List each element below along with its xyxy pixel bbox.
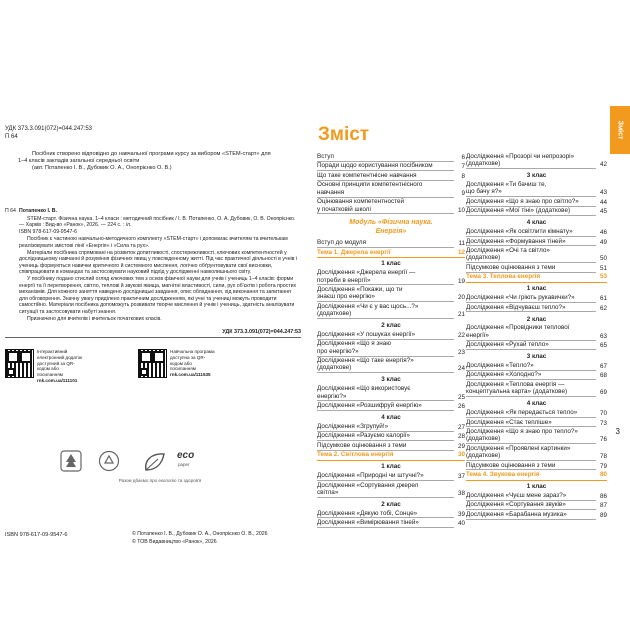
- isbn: ISBN 978-617-09-9547-6: [5, 532, 68, 538]
- toc-entry[interactable]: [466, 371, 607, 380]
- toc-entry[interactable]: [466, 511, 607, 520]
- toc-entry-label: Дослідження «Згрупуй!»: [317, 423, 454, 432]
- toc-entry-label: Підсумкове оцінювання з теми: [466, 462, 596, 471]
- toc-entry-label: Дослідження «Відчуваєш тепло?»: [466, 304, 596, 313]
- program-authors: (авт. Потапенко І. В., Дубовик О. А., Онопрієнко О. В.): [32, 165, 172, 171]
- eco-logos: [40, 448, 270, 488]
- toc-page-number: 38: [457, 489, 465, 497]
- contents-page: [308, 0, 630, 630]
- toc-page-number: 70: [599, 410, 607, 418]
- toc-page-number: 53: [599, 273, 607, 281]
- program-note-text: Посібник створено відповідно до навчальної програми курсу за вибором «STEM-старт» для 1–4 класів закладів загальної середньої освіти: [18, 151, 271, 164]
- eco-logo-word: eco: [177, 450, 195, 461]
- toc-page-number: 21: [457, 311, 465, 319]
- toc-entry-label: Дослідження «Формування тіней»: [466, 238, 596, 247]
- copyright-line: © Потапенко І. В., Дубовик О. А., Онопрієнко О. В., 2026: [132, 531, 268, 537]
- side-tab-label: Зміст: [616, 120, 624, 140]
- toc-page-number: 10: [457, 206, 465, 214]
- toc-entry-label: Основні принципи компетентнісного навчання: [317, 181, 454, 197]
- udk-code: УДК 373.3.091(072)=044.247:53: [5, 126, 92, 132]
- toc-entry-label: Тема 2. Світлова енергія: [317, 451, 394, 459]
- toc-entry-label: Дослідження «Теплова енергія — концептуальна карта» (додаткове): [466, 381, 596, 397]
- qr-caption-text: Інтерактивний електронний додаток доступний за QR-кодом або посиланням: [37, 349, 83, 378]
- page-title: Зміст: [318, 124, 370, 145]
- toc-page-number: 37: [457, 473, 465, 481]
- toc-page-number: 42: [599, 161, 607, 169]
- toc-entry-label: Дослідження «Холодно?»: [466, 371, 596, 380]
- toc-entry-label: Дослідження «Як освітлити кімнату»: [466, 228, 596, 237]
- toc-entry[interactable]: [466, 492, 607, 501]
- copyright-line: © ТОВ Видавництво «Ранок», 2026: [132, 538, 217, 545]
- qr-link[interactable]: rnk.com.ua/111535: [170, 372, 211, 378]
- toc-entry[interactable]: [317, 303, 465, 320]
- toc-entry[interactable]: [317, 402, 465, 411]
- toc-page-number: 8: [461, 172, 465, 180]
- catalog-citation: STEM-старт. Фізична наука. 1–4 класи : методичний посібник / І. В. Потапенко, О. А. Дубовик, О. В. Онопрієнко. — Харків : Вид-во «Ранок», 2026. — 224 с. : іл.: [19, 215, 296, 228]
- toc-entry[interactable]: [317, 198, 465, 215]
- toc-page-number: 89: [599, 511, 607, 519]
- grade-heading: 4 клас: [381, 414, 401, 422]
- toc-theme-entry[interactable]: [466, 471, 607, 480]
- toc-entry[interactable]: [466, 238, 607, 247]
- catalog-udk: УДК 373.3.091(072)=044.247:53: [222, 328, 301, 335]
- toc-entry[interactable]: [317, 357, 465, 374]
- toc-entry[interactable]: [317, 482, 465, 499]
- grade-heading: 1 клас: [381, 463, 401, 471]
- catalog-code: П 64: [5, 208, 16, 214]
- toc-entry-label: Дослідження «Рухай тепло»: [466, 341, 596, 350]
- toc-page-number: 80: [599, 471, 607, 479]
- toc-entry-label: Вступ: [317, 153, 454, 162]
- toc-entry[interactable]: [317, 442, 465, 451]
- qr-code-icon[interactable]: [5, 349, 34, 378]
- qr-code-icon[interactable]: [138, 349, 167, 378]
- toc-entry-label: Дослідження «Природні чи штучні?»: [317, 472, 454, 481]
- toc-entry[interactable]: [317, 432, 465, 441]
- fsc-tree-icon: [60, 450, 82, 472]
- toc-page-number: 50: [599, 255, 607, 263]
- toc-entry[interactable]: [466, 198, 607, 207]
- toc-entry[interactable]: [466, 247, 607, 264]
- toc-entry[interactable]: [466, 428, 607, 445]
- toc-page-number: 9: [461, 189, 465, 197]
- toc-entry-label: Дослідження «Покажи, що ти знаєш про енергію»: [317, 286, 454, 302]
- toc-entry-label: Дослідження «Чи гріють рукавички?»: [466, 294, 596, 303]
- catalog-paragraph: Призначено для вчителів і вчительок початкових класів.: [27, 315, 162, 322]
- toc-entry[interactable]: [317, 340, 465, 357]
- qr-block-app: [5, 349, 85, 384]
- toc-page-number: 19: [457, 277, 465, 285]
- toc-entry[interactable]: [466, 304, 607, 313]
- catalog-isbn: ISBN 978-617-09-9547-6: [19, 229, 77, 235]
- toc-entry[interactable]: [466, 264, 607, 273]
- toc-entry[interactable]: [466, 501, 607, 510]
- grade-heading: 1 клас: [526, 483, 547, 491]
- toc-page-number: 25: [457, 393, 465, 401]
- toc-entry-label: Дослідження «Прозорі чи непрозорі» (додаткове): [466, 153, 596, 169]
- toc-page-number: 63: [599, 332, 607, 340]
- toc-page-number: 51: [599, 264, 607, 272]
- toc-page-number: 44: [599, 198, 607, 206]
- module-heading: Модуль «Фізична наука. Енергія»: [349, 219, 433, 235]
- qr-caption-text: Навчальна програма доступна за QR-кодом або посиланням: [170, 349, 215, 372]
- toc-page-number: 45: [599, 208, 607, 216]
- toc-entry[interactable]: [466, 207, 607, 216]
- toc-page-number: 29: [457, 442, 465, 450]
- toc-page-number: 69: [599, 389, 607, 397]
- toc-entry-label: Дослідження «Як передається тепло»: [466, 409, 596, 418]
- toc-page-number: 7: [461, 163, 465, 171]
- toc-entry-label: Тема 1. Джерела енергії: [317, 248, 391, 256]
- toc-page-number: 73: [599, 419, 607, 427]
- toc-entry[interactable]: [466, 419, 607, 428]
- toc-page-number: 61: [599, 295, 607, 303]
- qr-caption: [170, 349, 218, 378]
- toc-page-number: 22: [457, 331, 465, 339]
- toc-page-number: 20: [457, 294, 465, 302]
- toc-page-number: 12: [457, 248, 465, 256]
- toc-page-number: 68: [599, 372, 607, 380]
- qr-caption: [37, 349, 85, 384]
- toc-entry[interactable]: [466, 228, 607, 237]
- grade-heading: 1 клас: [381, 260, 401, 268]
- toc-entry-label: Дослідження «Що таке енергія?» (додаткове): [317, 357, 454, 373]
- toc-entry[interactable]: [317, 239, 465, 248]
- toc-entry[interactable]: [466, 445, 607, 462]
- toc-entry[interactable]: [466, 409, 607, 418]
- eco-logo-sub: paper: [178, 462, 190, 467]
- toc-entry[interactable]: [317, 385, 465, 402]
- toc-entry[interactable]: [466, 341, 607, 350]
- toc-entry-label: Поради щодо користування посібником: [317, 162, 454, 171]
- grade-heading: 3 клас: [526, 172, 547, 180]
- toc-entry[interactable]: [317, 423, 465, 432]
- toc-entry[interactable]: [466, 462, 607, 471]
- toc-entry[interactable]: [317, 510, 465, 519]
- catalog-card: [5, 208, 301, 338]
- toc-page-number: 49: [599, 238, 607, 246]
- toc-entry[interactable]: [466, 294, 607, 303]
- toc-entry-label: Дослідження «Що я знаю про світло?»: [466, 198, 596, 207]
- toc-entry[interactable]: [466, 181, 607, 198]
- toc-page-number: 78: [599, 453, 607, 461]
- grade-heading: 4 клас: [526, 219, 547, 227]
- toc-entry-label: Дослідження «Чи є у вас щось...?» (додаткове): [317, 303, 454, 319]
- toc-entry-label: Дослідження «Дякую тобі, Сонце»: [317, 510, 454, 519]
- toc-page-number: 24: [457, 365, 465, 373]
- toc-entry[interactable]: [466, 381, 607, 398]
- toc-entry[interactable]: [317, 519, 465, 528]
- toc-entry-label: Вступ до модуля: [317, 239, 454, 248]
- eco-leaf-icon: [140, 450, 178, 476]
- toc-entry[interactable]: [466, 153, 607, 170]
- toc-theme-entry[interactable]: [466, 273, 607, 282]
- qr-link[interactable]: rnk.com.ua/111101: [37, 377, 78, 383]
- toc-page-number: 62: [599, 304, 607, 312]
- toc-page-number: 65: [599, 342, 607, 350]
- toc-entry-label: Дослідження «Проявлені картинки» (додаткове): [466, 445, 596, 461]
- toc-entry-label: Що таке компетентнісне навчання: [317, 172, 454, 181]
- toc-entry-label: Дослідження «Разуємо калорії»: [317, 432, 454, 441]
- toc-page-number: 46: [599, 229, 607, 237]
- toc-column-left: [317, 153, 465, 529]
- toc-page-number: 86: [599, 492, 607, 500]
- grade-heading: 4 клас: [526, 400, 547, 408]
- grade-heading: 2 клас: [381, 322, 401, 330]
- toc-page-number: 27: [457, 423, 465, 431]
- program-note: [18, 151, 278, 172]
- toc-entry[interactable]: [317, 162, 465, 171]
- toc-entry-label: Тема 4. Звукова енергія: [466, 471, 540, 479]
- toc-page-number: 87: [599, 502, 607, 510]
- toc-entry-label: Підсумкове оцінювання з теми: [317, 442, 454, 451]
- toc-page-number: 76: [599, 436, 607, 444]
- catalog-author: Потапенко І. В.: [19, 208, 57, 214]
- toc-entry-label: Оцінювання компетентностей у початковій школі: [317, 198, 454, 214]
- toc-entry[interactable]: [317, 331, 465, 340]
- catalog-paragraph: У посібнику подано стислий огляд ключових тем з основ фізичної науки для учнів і учениць 1–4 класів: форми енергії та її перетворення, світло, теплові й звукові явища, магнітні властивості, сили, рух об'єктів і робота простих механізмів. Для кожного заняття наведено дослідницькі завдання, опис обладнання, хід виконання та запитання для обговорення. Значну увагу приділено практичним дослідженням, які учні та учениці можуть проводити самостійно. Матеріали посібника допоможуть розвивати творче мислення й учнів і учениць, здатність аналізувати ситуації та застосовувати набуті знання.: [19, 276, 297, 315]
- toc-entry-label: Дослідження «Що я знаю про енергію?»: [317, 340, 454, 356]
- toc-page-number: 79: [599, 462, 607, 470]
- toc-entry-label: Підсумкове оцінювання з теми: [466, 264, 596, 273]
- toc-entry-label: Дослідження «Мої тіні» (додаткове): [466, 207, 596, 216]
- toc-entry[interactable]: [317, 181, 465, 198]
- qr-block-program: [138, 349, 218, 378]
- toc-entry-label: Дослідження «Що використовує енергію?»: [317, 385, 454, 401]
- toc-entry-label: Дослідження «Вимірювання тіней»: [317, 519, 454, 528]
- grade-heading: 2 клас: [526, 315, 547, 323]
- toc-column-right: [466, 153, 607, 520]
- toc-theme-entry[interactable]: [317, 249, 465, 258]
- toc-entry-label: Дослідження «Сортування джерел світла»: [317, 482, 454, 498]
- toc-entry-label: Дослідження «Що я знаю про тепло?» (додаткове): [466, 428, 596, 444]
- copyright: [132, 531, 268, 546]
- grade-heading: 3 клас: [526, 353, 547, 361]
- grade-heading: 1 клас: [526, 285, 547, 293]
- toc-page-number: 11: [458, 240, 465, 248]
- grade-heading: 2 клас: [381, 500, 401, 508]
- side-tab[interactable]: [610, 106, 630, 154]
- toc-entry-label: Дослідження «Очі та світло» (додаткове): [466, 247, 596, 263]
- toc-entry-label: Дослідження «Стає тепліше»: [466, 419, 596, 428]
- udk-block: [5, 125, 92, 141]
- toc-page-number: 30: [457, 451, 465, 459]
- toc-entry-label: Дослідження «У пошуках енергії»: [317, 331, 454, 340]
- toc-page-number: 39: [457, 510, 465, 518]
- page-number: 3: [615, 427, 620, 436]
- toc-entry-label: Дослідження «Провідники теплової енергії»: [466, 324, 596, 340]
- toc-entry[interactable]: [317, 286, 465, 303]
- recycle-icon: [98, 450, 120, 472]
- toc-page-number: 40: [457, 520, 465, 528]
- toc-theme-entry[interactable]: [317, 451, 465, 460]
- toc-entry[interactable]: [317, 269, 465, 286]
- toc-page-number: 26: [457, 403, 465, 411]
- toc-page-number: 23: [457, 348, 465, 356]
- toc-page-number: 43: [599, 189, 607, 197]
- catalog-paragraph: Посібник є частиною навчально-методичного комплекту «STEM-старт» і допомагає вчителям та вчителькам реалізовувати змістові лінії «Енергія» і «Сила та рух».: [19, 236, 288, 249]
- toc-entry-label: Дослідження «Тепло?»: [466, 362, 596, 371]
- toc-page-number: 28: [457, 433, 465, 441]
- divider: [5, 337, 301, 338]
- catalog-paragraph: Матеріали посібника спрямовані на розвиток допитливості, спостережливості, ключових компетентностей у дослідницькому навчанні й розуміння фізичних явищ у повсякденному житті. Під час практичної діяльності в учнів і учениць формуються навички критичного й системного мислення, логічно обґрунтовувати свої висновки, співпрацювати в командах та застосовувати науковий підхід у дослідженні навколишнього світу.: [19, 249, 297, 275]
- imprint-page: [0, 0, 308, 630]
- grade-heading: 3 клас: [381, 376, 401, 384]
- toc-entry-label: Дослідження «Ти бачиш те, що бачу я?»: [466, 181, 596, 197]
- toc-page-number: 67: [599, 362, 607, 370]
- library-code: П 64: [5, 134, 18, 140]
- toc-page-number: 6: [461, 154, 465, 161]
- toc-entry-label: Тема 3. Теплова енергія: [466, 273, 541, 281]
- toc-entry-label: Дослідження «Джерела енергії — потреби в енергії»: [317, 269, 454, 285]
- toc-entry[interactable]: [317, 472, 465, 481]
- eco-caption: Разом дбаємо про екологію та здоров'я: [118, 478, 202, 483]
- toc-entry-label: Дослідження «Барабанна музика»: [466, 511, 596, 520]
- toc-entry[interactable]: [466, 324, 607, 341]
- toc-entry-label: Дослідження «Розшифруй енергію»: [317, 402, 454, 411]
- toc-entry-label: Дослідження «Чуєш мене зараз?»: [466, 492, 596, 501]
- toc-entry-label: Дослідження «Сортування звуків»: [466, 501, 596, 510]
